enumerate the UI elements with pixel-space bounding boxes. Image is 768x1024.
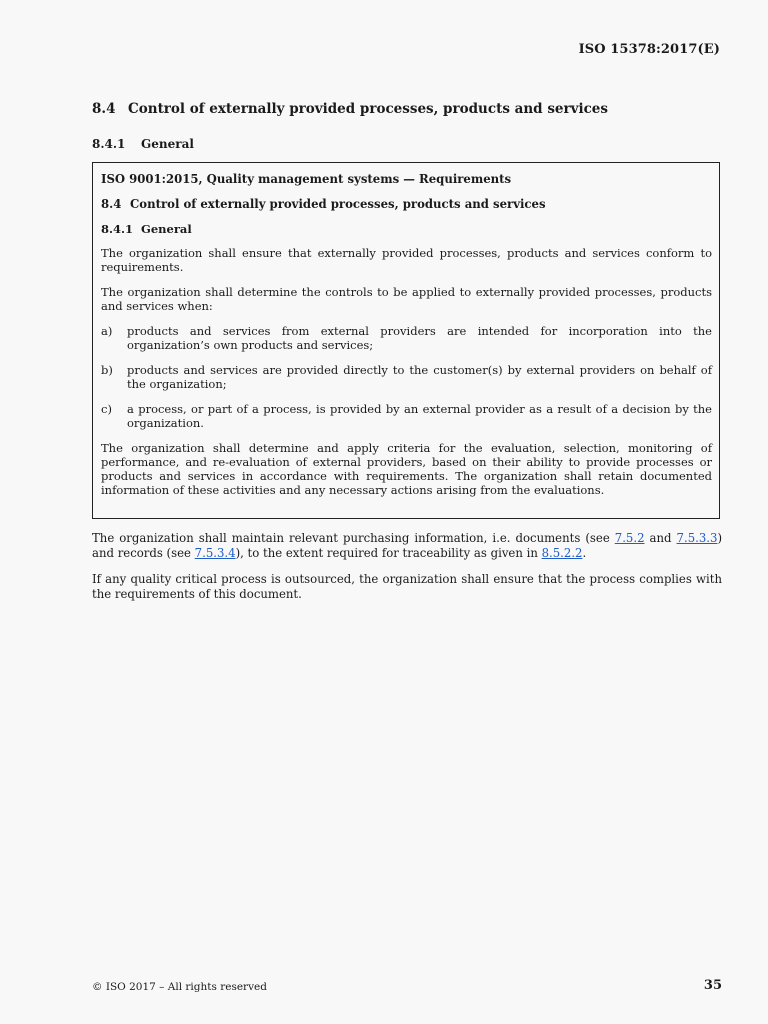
quote-source-title: ISO 9001:2015, Quality management systems — Requirements	[101, 172, 512, 186]
list-item-text: a process, or part of a process, is provided by an external provider as a result of a decision by the organization.	[127, 402, 712, 430]
list-item	[101, 363, 712, 391]
subclause-number: 8.4.1	[92, 137, 126, 151]
text-run: and	[644, 531, 677, 545]
subclause-title: General	[141, 137, 194, 151]
list-item	[101, 324, 712, 352]
quote-subclause-heading	[101, 222, 712, 236]
text-run: .	[582, 545, 587, 560]
quote-paragraph: The organization shall determine and apply criteria for the evaluation, selection, monitoring of performance, and re-evaluation of external providers, based on their ability to provide processes or products and services in accordance with requirements. The organization shall retain documented information of these activities and any necessary actions arising from the evaluations.	[101, 441, 712, 497]
copyright-notice: © ISO 2017 – All rights reserved	[92, 981, 267, 993]
quote-subclause-number: 8.4.1	[101, 222, 134, 236]
text-run: ) and records (see	[92, 531, 722, 560]
clause-title: Control of externally provided processes, products and services	[128, 101, 609, 117]
clause-number: 8.4	[92, 101, 116, 117]
quote-clause-number: 8.4	[101, 197, 122, 211]
purchasing-info-paragraph	[92, 531, 722, 560]
body-text	[92, 531, 722, 613]
clause-heading	[92, 101, 608, 117]
list-item-text: products and services are provided directly to the customer(s) by external providers on behalf of the organization;	[127, 363, 712, 391]
quote-clause-heading	[101, 197, 712, 211]
list-marker: b)	[101, 363, 113, 377]
list-marker: c)	[101, 402, 112, 416]
document-id: ISO 15378:2017(E)	[578, 42, 720, 57]
list-item	[101, 402, 712, 430]
ref-link-7-5-3-3[interactable]: 7.5.3.3	[676, 531, 718, 545]
text-run: ), to the extent required for traceability as given in	[235, 545, 542, 560]
quote-clause-title: Control of externally provided processes, products and services	[130, 197, 546, 211]
outsourcing-paragraph: If any quality critical process is outsourced, the organization shall ensure that the process complies with the requirements of this document.	[92, 572, 722, 601]
ref-link-7-5-3-4[interactable]: 7.5.3.4	[194, 545, 236, 560]
page-number: 35	[703, 978, 722, 993]
list-marker: a)	[101, 324, 113, 338]
ref-link-7-5-2[interactable]: 7.5.2	[614, 531, 645, 545]
list-item-text: products and services from external providers are intended for incorporation into the organization’s own products and services;	[127, 324, 712, 352]
quote-paragraph: The organization shall determine the controls to be applied to externally provided processes, products and services when:	[101, 285, 712, 313]
subclause-heading	[92, 137, 194, 151]
quote-subclause-title: General	[141, 222, 192, 236]
text-run: The organization shall maintain relevant purchasing information, i.e. documents (see	[92, 531, 615, 545]
quote-paragraph: The organization shall ensure that externally provided processes, products and services conform to requirements.	[101, 246, 712, 274]
ref-link-8-5-2-2[interactable]: 8.5.2.2	[541, 545, 583, 560]
iso9001-quote-box	[92, 162, 720, 519]
